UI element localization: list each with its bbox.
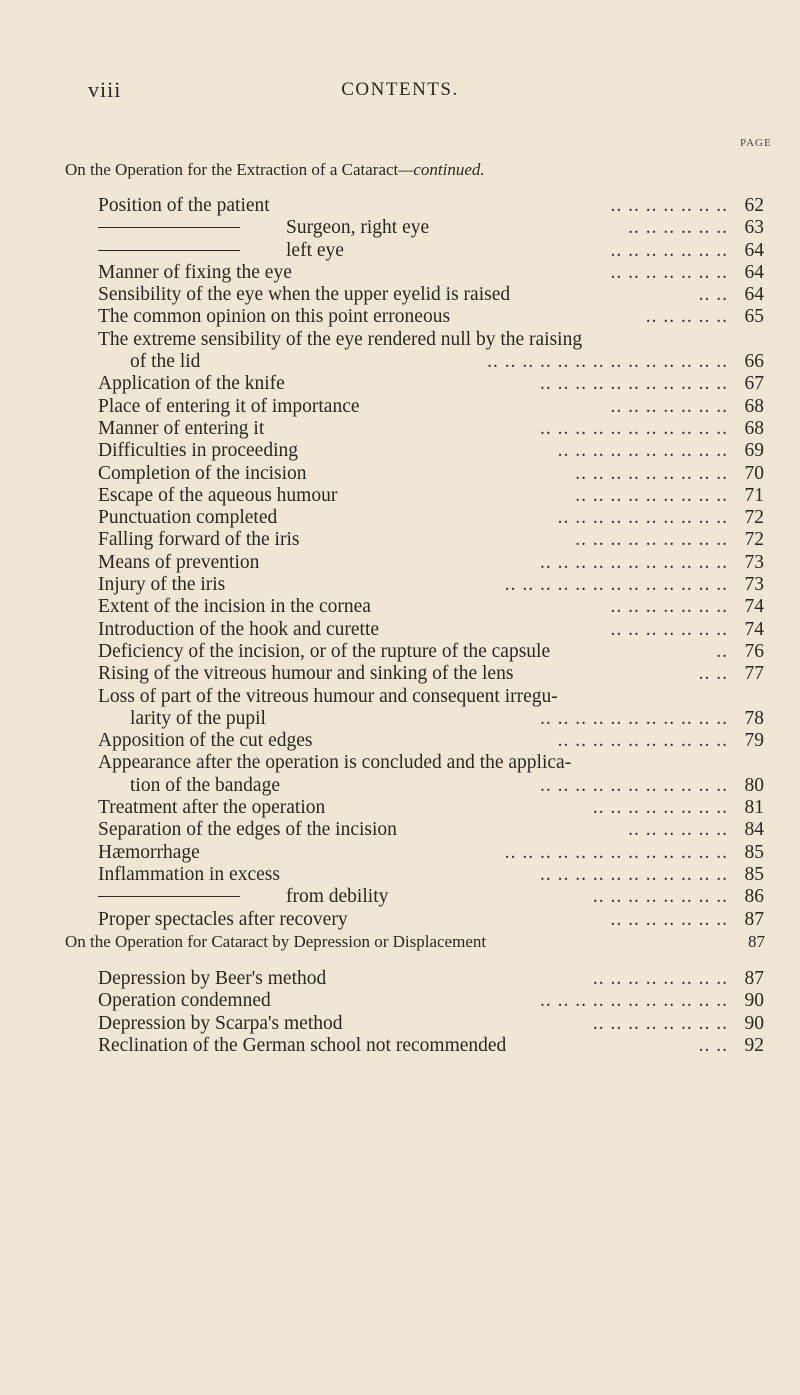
entry-text: Operation condemned [98, 990, 271, 1012]
toc-entry [98, 195, 764, 217]
dot-leader: .. .. .. .. .. .. .. .. .. [575, 529, 728, 551]
entry-page: 72 [744, 507, 764, 529]
entry-page: 64 [744, 284, 764, 306]
entry-text: Extent of the incision in the cornea [98, 596, 371, 618]
entry-page: 76 [744, 640, 764, 662]
section-heading [65, 160, 765, 180]
entry-text: left eye [286, 239, 344, 261]
section-heading [65, 932, 765, 952]
dot-leader: .. .. .. .. .. .. .. .. .. .. .. [540, 774, 728, 796]
entry-text: Reclination of the German school not recommended [98, 1034, 507, 1056]
entry-text: Rising of the vitreous humour and sinking of the lens [98, 663, 514, 685]
dot-leader: .. .. .. .. .. .. .. .. .. .. .. [540, 551, 728, 573]
toc-entry [98, 485, 764, 507]
toc-entry [98, 619, 764, 641]
entry-page: 73 [744, 574, 764, 596]
dot-leader: .. .. .. .. .. .. .. .. .. .. .. [540, 373, 728, 395]
toc-entry [98, 797, 764, 819]
entry-text: The common opinion on this point erroneous [98, 306, 451, 328]
entry-text: from debility [286, 886, 389, 908]
toc-entry [98, 909, 764, 931]
page-number: viii [88, 77, 122, 102]
entry-page: 63 [744, 217, 764, 239]
toc-entry [98, 641, 764, 663]
heading-prefix: On the [65, 160, 111, 179]
dot-leader: .. .. .. .. .. .. .. [610, 395, 728, 417]
toc-entry [98, 1013, 764, 1035]
dot-leader: .. .. .. .. .. .. .. .. .. .. .. [540, 707, 728, 729]
toc-entry [98, 507, 764, 529]
dash-leader [98, 896, 240, 897]
entry-text: Manner of fixing the eye [98, 261, 292, 283]
entry-text: Loss of part of the vitreous humour and consequent irregu- [98, 685, 558, 707]
dash-leader [98, 250, 240, 251]
entry-text: Hæmorrhage [98, 841, 200, 863]
dot-leader: .. .. .. .. .. .. .. .. .. .. .. [540, 417, 728, 439]
toc-entry [98, 708, 764, 730]
toc-entry [98, 463, 764, 485]
dot-leader: .. .. .. .. .. .. .. [610, 195, 728, 216]
toc-entry [98, 262, 764, 284]
toc-entry [98, 396, 764, 418]
entry-text: Manner of entering it [98, 417, 265, 439]
dot-leader: .. .. .. .. .. .. .. .. .. .. .. .. .. .. [487, 351, 728, 373]
entry-text: Depression by Beer's method [98, 968, 327, 989]
entry-text: Punctuation completed [98, 507, 278, 529]
entry-page: 92 [744, 1034, 764, 1056]
entry-page: 85 [744, 841, 764, 863]
entry-text: Separation of the edges of the incision [98, 819, 397, 841]
toc-entry [98, 440, 764, 462]
toc-entry [98, 217, 764, 239]
toc-entry [98, 240, 764, 262]
entry-text: Deficiency of the incision, or of the rupture of the capsule [98, 640, 551, 662]
dot-leader: .. .. [698, 1034, 728, 1056]
entry-page: 66 [744, 351, 764, 373]
toc-entry [98, 306, 764, 328]
entry-page: 81 [744, 797, 764, 819]
entry-page: 85 [744, 863, 764, 885]
entry-text: larity of the pupil [130, 707, 266, 729]
dot-leader: .. [716, 640, 728, 662]
entry-text: Inflammation in excess [98, 863, 280, 885]
entry-text: Appearance after the operation is concluded and the applica- [98, 752, 572, 774]
entry-page: 68 [744, 395, 764, 417]
toc-entry [98, 373, 764, 395]
dot-leader: .. .. .. .. .. .. .. .. .. .. [557, 507, 728, 529]
entry-page: 68 [744, 417, 764, 439]
toc-entry [98, 775, 764, 797]
entry-page: 78 [744, 707, 764, 729]
dot-leader: .. .. .. .. .. .. .. .. [592, 886, 728, 908]
entry-page: 72 [744, 529, 764, 551]
entry-page: 69 [744, 440, 764, 462]
dot-leader: .. .. .. .. .. .. .. [610, 261, 728, 283]
dot-leader: .. .. .. .. .. .. .. .. .. [575, 484, 728, 506]
toc-entry [98, 864, 764, 886]
entry-page: 65 [744, 306, 764, 328]
toc-entry [98, 529, 764, 551]
dot-leader: .. .. .. .. .. .. .. .. [592, 1012, 728, 1034]
toc-entry [98, 990, 764, 1012]
toc-entry [98, 284, 764, 306]
entry-text: Treatment after the operation [98, 797, 326, 819]
page-column-label: PAGE [740, 137, 772, 149]
entry-text: of the lid [130, 351, 201, 373]
toc-entry [98, 730, 764, 752]
entry-page: 80 [744, 774, 764, 796]
toc-entry [98, 663, 764, 685]
toc-entry [98, 596, 764, 618]
dot-leader: .. .. .. .. .. .. .. [610, 908, 728, 930]
dot-leader: .. .. .. .. .. .. [628, 217, 728, 239]
toc-entry [98, 329, 764, 351]
entry-text: Application of the knife [98, 373, 285, 395]
entry-text: Completion of the incision [98, 462, 307, 484]
heading-title: Operation for Cataract by Depression or Displacement [115, 932, 487, 951]
toc-entry [98, 968, 764, 990]
toc-list [98, 968, 764, 1057]
entry-page: 86 [744, 886, 764, 908]
running-head: CONTENTS. [341, 79, 459, 100]
entry-text: Escape of the aqueous humour [98, 484, 338, 506]
dot-leader: .. .. .. .. .. [645, 306, 728, 328]
toc-list [98, 195, 764, 931]
dot-leader: .. .. [698, 284, 728, 306]
dot-leader: .. .. .. .. .. .. .. .. .. .. [557, 730, 728, 752]
entry-page: 77 [744, 663, 764, 685]
heading-title: Operation for the Extraction of a Cataract [115, 160, 399, 179]
dot-leader: .. .. .. .. .. .. .. [610, 239, 728, 261]
entry-text: Falling forward of the iris [98, 529, 300, 551]
entry-text: Proper spectacles after recovery [98, 908, 348, 930]
entry-page: 84 [744, 819, 764, 841]
toc-entry [98, 886, 764, 908]
entry-text: Injury of the iris [98, 574, 226, 596]
entry-page: 64 [744, 261, 764, 283]
entry-page: 74 [744, 618, 764, 640]
toc-entry [98, 842, 764, 864]
dot-leader: .. .. .. .. .. .. .. [610, 618, 728, 640]
entry-text: Sensibility of the eye when the upper eyelid is raised [98, 284, 511, 306]
entry-text: Difficulties in proceeding [98, 440, 298, 462]
entry-page: 74 [744, 596, 764, 618]
dot-leader: .. .. .. .. .. .. [628, 819, 728, 841]
dot-leader: .. .. .. .. .. .. .. [610, 596, 728, 618]
dot-leader: .. .. [698, 663, 728, 685]
toc-entry [98, 819, 764, 841]
toc-entry [98, 418, 764, 440]
entry-page: 71 [744, 484, 764, 506]
entry-page: 79 [744, 730, 764, 752]
dot-leader: .. .. .. .. .. .. .. .. .. [575, 462, 728, 484]
dot-leader: .. .. .. .. .. .. .. .. .. .. .. [540, 990, 728, 1012]
toc-entry [98, 552, 764, 574]
dot-leader: .. .. .. .. .. .. .. .. [592, 797, 728, 819]
entry-text: Place of entering it of importance [98, 395, 360, 417]
entry-page: 87 [744, 908, 764, 930]
entry-text: Means of prevention [98, 551, 260, 573]
heading-prefix: On the [65, 932, 111, 951]
entry-page: 67 [744, 373, 764, 395]
toc-entry [98, 1035, 764, 1057]
toc-entry [98, 574, 764, 596]
entry-text: Apposition of the cut edges [98, 730, 313, 752]
entry-text: Depression by Scarpa's method [98, 1012, 343, 1034]
toc-entry [98, 351, 764, 373]
entry-text: The extreme sensibility of the eye rendered null by the raising [98, 328, 583, 350]
dot-leader: .. .. .. .. .. .. .. .. .. .. .. .. .. [504, 574, 728, 596]
entry-page: 73 [744, 551, 764, 573]
toc-entry [98, 752, 764, 774]
dot-leader: .. .. .. .. .. .. .. .. .. .. .. .. .. [504, 841, 728, 863]
heading-page: 87 [748, 932, 765, 951]
dot-leader: .. .. .. .. .. .. .. .. [592, 968, 728, 989]
entry-page: 62 [744, 195, 764, 216]
dot-leader: .. .. .. .. .. .. .. .. .. .. .. [540, 863, 728, 885]
entry-text: tion of the bandage [130, 774, 280, 796]
entry-text: Position of the patient [98, 195, 270, 216]
heading-continued: —continued. [398, 160, 485, 179]
dash-leader [98, 227, 240, 228]
entry-page: 87 [744, 968, 764, 989]
dot-leader: .. .. .. .. .. .. .. .. .. .. [557, 440, 728, 462]
toc-entry [98, 686, 764, 708]
entry-page: 70 [744, 462, 764, 484]
entry-text: Introduction of the hook and curette [98, 618, 380, 640]
entry-page: 90 [744, 1012, 764, 1034]
entry-page: 90 [744, 990, 764, 1012]
entry-page: 64 [744, 239, 764, 261]
entry-text: Surgeon, right eye [286, 217, 430, 239]
